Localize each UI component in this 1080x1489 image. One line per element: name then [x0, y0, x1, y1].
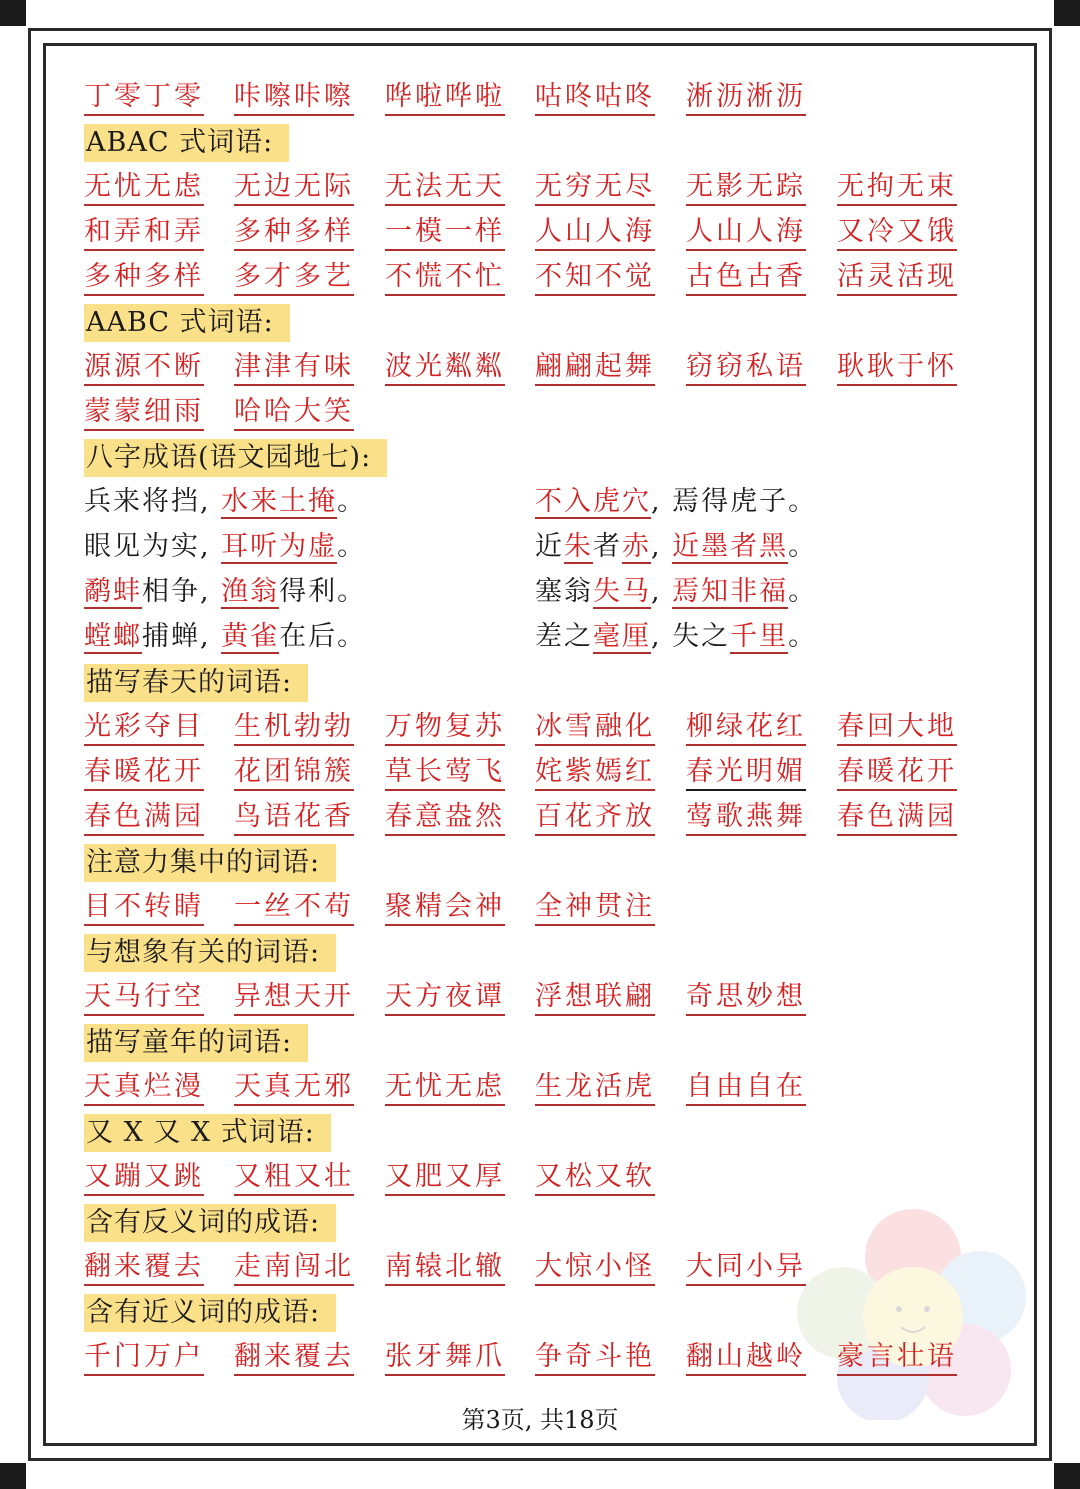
idiom-keyword: 朱	[564, 531, 593, 562]
vocab-word: 窃窃私语	[686, 350, 806, 386]
vocab-word: 无穷无尽	[535, 170, 655, 206]
vocab-word: 南辕北辙	[385, 1250, 505, 1286]
vocab-word: 丁零丁零	[84, 80, 204, 116]
idiom-keyword: 鹬蚌	[84, 576, 142, 607]
idiom-text: 。	[337, 486, 367, 517]
vocab-word: 千门万户	[84, 1340, 204, 1376]
idiom-keyword: 毫厘	[593, 621, 651, 652]
vocab-word: 不知不觉	[535, 260, 655, 296]
vocab-word: 大同小异	[686, 1250, 806, 1286]
section-row	[84, 1201, 984, 1246]
vocab-word: 自由自在	[686, 1070, 806, 1106]
vocab-word: 无边无际	[234, 170, 354, 206]
section-row	[84, 301, 984, 346]
vocab-word: 草长莺飞	[385, 755, 505, 791]
vocab-word: 无影无踪	[686, 170, 806, 206]
corner-decoration	[0, 0, 26, 26]
idiom-text: 。	[788, 576, 818, 607]
idiom-keyword: 焉知非福	[672, 576, 789, 607]
section-row	[84, 121, 984, 166]
word-row	[84, 346, 984, 391]
section-heading: 与想象有关的词语:	[84, 934, 336, 972]
vocab-word: 淅沥淅沥	[686, 80, 806, 116]
idiom-text: 。	[788, 531, 818, 562]
vocab-word: 春色满园	[837, 800, 957, 836]
vocab-word: 走南闯北	[234, 1250, 354, 1286]
vocab-word: 多才多艺	[234, 260, 354, 296]
idiom-text: 差之	[535, 621, 593, 652]
idiom-text: 。	[788, 621, 818, 652]
word-row	[84, 1156, 984, 1201]
idiom-text: 得利。	[279, 576, 367, 607]
idiom-keyword: 耳听为虚	[221, 531, 338, 562]
word-row	[84, 1336, 984, 1381]
vocab-word: 春光明媚	[686, 755, 806, 791]
corner-decoration	[1054, 1463, 1080, 1489]
word-row	[84, 1066, 984, 1111]
vocab-word: 争奇斗艳	[535, 1340, 655, 1376]
word-row	[84, 796, 984, 841]
vocab-word: 翻来覆去	[234, 1340, 354, 1376]
idiom-text: 者	[593, 531, 622, 562]
idiom-right	[535, 530, 817, 564]
word-row	[84, 751, 984, 796]
vocab-word: 柳绿花红	[686, 710, 806, 746]
idiom-right	[535, 485, 817, 519]
vocab-word: 张牙舞爪	[385, 1340, 505, 1376]
vocab-word: 蒙蒙细雨	[84, 395, 204, 431]
vocab-word: 目不转睛	[84, 890, 204, 926]
corner-decoration	[0, 1463, 26, 1489]
idiom-text: 近	[535, 531, 564, 562]
vocab-word: 异想天开	[234, 980, 354, 1016]
idiom-text: ,	[651, 576, 673, 607]
idiom-text: 。	[337, 531, 367, 562]
vocab-word: 多种多样	[84, 260, 204, 296]
section-heading: 描写童年的词语:	[84, 1024, 308, 1062]
section-heading: 又 X 又 X 式词语:	[84, 1114, 331, 1152]
vocab-word: 奇思妙想	[686, 980, 806, 1016]
idiom-keyword: 渔翁	[221, 576, 280, 607]
word-row	[84, 211, 984, 256]
vocab-word: 源源不断	[84, 350, 204, 386]
idiom-text: , 焉得虎子。	[651, 486, 818, 517]
idiom-text: 在后。	[279, 621, 367, 652]
idiom-right	[535, 575, 817, 609]
vocab-word: 和弄和弄	[84, 215, 204, 251]
vocab-word: 古色古香	[686, 260, 806, 296]
idiom-keyword: 千里	[730, 621, 789, 652]
vocab-word: 光彩夺目	[84, 710, 204, 746]
vocab-word: 全神贯注	[535, 890, 655, 926]
vocab-word: 春色满园	[84, 800, 204, 836]
word-row	[84, 166, 984, 211]
page-number: 第3页, 共18页	[461, 1406, 619, 1434]
word-row	[84, 706, 984, 751]
vocab-word: 春暖花开	[84, 755, 204, 791]
vocab-word: 无法无天	[385, 170, 505, 206]
vocab-word: 生机勃勃	[234, 710, 354, 746]
vocab-word: 咕咚咕咚	[535, 80, 655, 116]
vocab-word: 人山人海	[686, 215, 806, 251]
corner-decoration	[1054, 0, 1080, 26]
vocab-word: 鸟语花香	[234, 800, 354, 836]
section-heading: 含有反义词的成语:	[84, 1204, 336, 1242]
word-row	[84, 976, 984, 1021]
word-row	[84, 391, 984, 436]
vocab-word: 天真烂漫	[84, 1070, 204, 1106]
idiom-keyword: 黄雀	[221, 621, 280, 652]
vocab-word: 冰雪融化	[535, 710, 655, 746]
section-heading: 描写春天的词语:	[84, 664, 308, 702]
vocab-word: 春暖花开	[837, 755, 957, 791]
vocab-word: 万物复苏	[385, 710, 505, 746]
section-row	[84, 436, 984, 481]
word-row	[84, 1246, 984, 1291]
idiom-right	[535, 620, 817, 654]
vocab-word: 哗啦哗啦	[385, 80, 505, 116]
vocab-word: 一模一样	[385, 215, 505, 251]
idiom-left	[84, 530, 366, 564]
word-row	[84, 76, 984, 121]
vocab-word: 无忧无虑	[385, 1070, 505, 1106]
idiom-text: 塞翁	[535, 576, 593, 607]
idiom-text: 兵来将挡,	[84, 486, 222, 517]
section-heading: 注意力集中的词语:	[84, 844, 336, 882]
vocab-word: 姹紫嫣红	[535, 755, 655, 791]
vocab-word: 翻来覆去	[84, 1250, 204, 1286]
idiom-keyword: 赤	[622, 531, 651, 562]
idiom-text: ,	[651, 531, 673, 562]
section-row	[84, 661, 984, 706]
vocab-word: 人山人海	[535, 215, 655, 251]
idiom-left	[84, 620, 366, 654]
vocab-word: 无拘无束	[837, 170, 957, 206]
vocab-word: 莺歌燕舞	[686, 800, 806, 836]
section-heading: 八字成语(语文园地七):	[84, 439, 387, 477]
vocab-word: 百花齐放	[535, 800, 655, 836]
vocab-word: 浮想联翩	[535, 980, 655, 1016]
idiom-row	[84, 481, 984, 526]
vocab-word: 又松又软	[535, 1160, 655, 1196]
vocab-word: 多种多样	[234, 215, 354, 251]
idiom-text: , 失之	[651, 621, 731, 652]
vocab-word: 花团锦簇	[234, 755, 354, 791]
vocab-word: 津津有味	[234, 350, 354, 386]
word-row	[84, 886, 984, 931]
section-heading: 含有近义词的成语:	[84, 1294, 336, 1332]
idiom-keyword: 不入虎穴	[535, 486, 651, 517]
vocab-word: 咔嚓咔嚓	[234, 80, 354, 116]
section-row	[84, 931, 984, 976]
vocab-word: 一丝不苟	[234, 890, 354, 926]
vocab-word: 春回大地	[837, 710, 957, 746]
idiom-keyword: 螳螂	[84, 621, 142, 652]
idiom-row	[84, 616, 984, 661]
vocab-word: 天真无邪	[234, 1070, 354, 1106]
word-row	[84, 256, 984, 301]
vocab-word: 不慌不忙	[385, 260, 505, 296]
vocab-word: 聚精会神	[385, 890, 505, 926]
vocab-word: 生龙活虎	[535, 1070, 655, 1106]
vocab-word: 春意盎然	[385, 800, 505, 836]
vocab-word: 翻山越岭	[686, 1340, 806, 1376]
vocab-word: 哈哈大笑	[234, 395, 354, 431]
idiom-row	[84, 571, 984, 616]
vocab-word: 天马行空	[84, 980, 204, 1016]
vocab-word: 又粗又壮	[234, 1160, 354, 1196]
idiom-row	[84, 526, 984, 571]
section-row	[84, 1111, 984, 1156]
vocab-word: 活灵活现	[837, 260, 957, 296]
vocab-word: 又冷又饿	[837, 215, 957, 251]
idiom-text: 眼见为实,	[84, 531, 222, 562]
vocab-word: 翩翩起舞	[535, 350, 655, 386]
vocabulary-list	[84, 76, 984, 1381]
vocab-word: 波光粼粼	[385, 350, 505, 386]
vocab-word: 大惊小怪	[535, 1250, 655, 1286]
idiom-keyword: 水来土掩	[221, 486, 338, 517]
vocab-word: 天方夜谭	[385, 980, 505, 1016]
idiom-left	[84, 575, 366, 609]
vocab-word: 耿耿于怀	[837, 350, 957, 386]
idiom-left	[84, 485, 366, 519]
idiom-keyword: 近墨者黑	[672, 531, 789, 562]
vocab-word: 豪言壮语	[837, 1340, 957, 1376]
section-row	[84, 841, 984, 886]
section-heading: AABC 式词语:	[84, 304, 290, 342]
section-row	[84, 1021, 984, 1066]
vocab-word: 又蹦又跳	[84, 1160, 204, 1196]
vocab-word: 又肥又厚	[385, 1160, 505, 1196]
section-row	[84, 1291, 984, 1336]
idiom-text: 相争,	[142, 576, 222, 607]
idiom-text: 捕蝉,	[142, 621, 222, 652]
idiom-keyword: 失马	[593, 576, 651, 607]
vocab-word: 无忧无虑	[84, 170, 204, 206]
section-heading: ABAC 式词语:	[84, 124, 289, 162]
